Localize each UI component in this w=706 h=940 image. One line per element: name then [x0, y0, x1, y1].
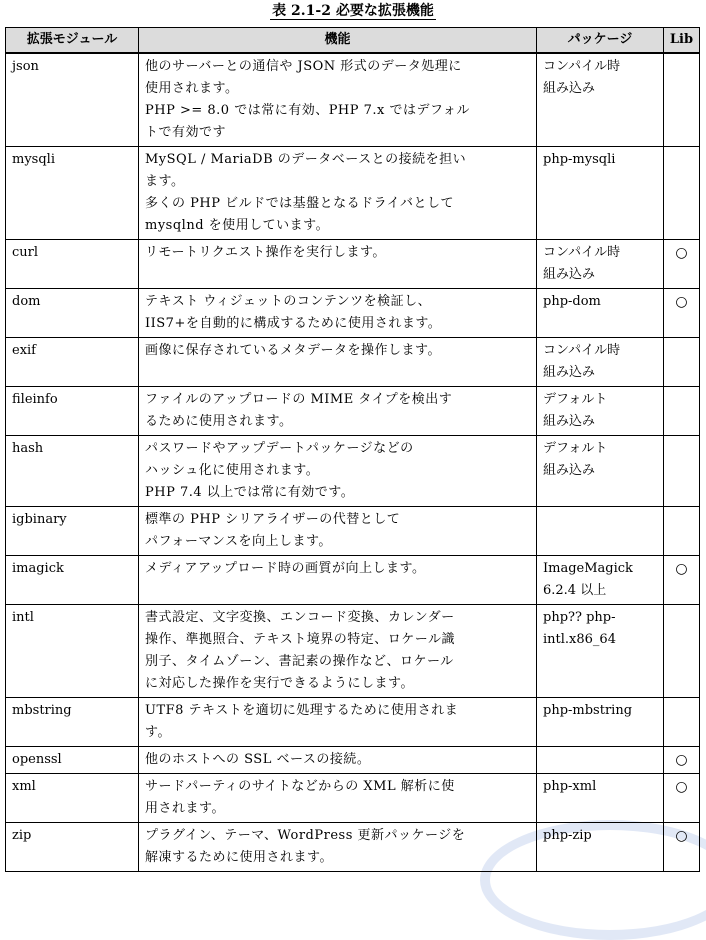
function-line: るために使用されます。 — [145, 414, 293, 429]
package-line: php-zip — [543, 828, 592, 843]
function-line: 書式設定、文字変換、エンコード変換、カレンダー — [145, 610, 455, 625]
lib-mark-cell: ○ — [664, 774, 700, 823]
lib-mark-cell: ○ — [664, 823, 700, 872]
function-cell — [139, 823, 537, 872]
package-cell — [537, 605, 664, 698]
table-row — [6, 53, 700, 147]
function-line: メディアアップロード時の画質が向上します。 — [145, 561, 426, 576]
lib-mark-cell: ○ — [664, 747, 700, 774]
lib-mark-cell — [664, 436, 700, 507]
function-cell — [139, 507, 537, 556]
function-line: 操作、準拠照合、テキスト境界の特定、ロケール識 — [145, 632, 455, 647]
caption-text: 表 2.1-2 必要な拡張機能 — [272, 3, 434, 19]
table-row — [6, 338, 700, 387]
table-row — [6, 147, 700, 240]
function-cell — [139, 289, 537, 338]
function-line: MySQL / MariaDB のデータベースとの接続を担い — [145, 152, 467, 167]
package-line: 組み込み — [543, 81, 596, 96]
package-cell — [537, 240, 664, 289]
package-line: デフォルト — [543, 392, 608, 407]
lib-mark-cell — [664, 507, 700, 556]
table-row — [6, 436, 700, 507]
function-line: サードパーティのサイトなどからの XML 解析に使 — [145, 779, 455, 794]
package-line: ImageMagick — [543, 561, 633, 576]
package-line: 組み込み — [543, 414, 596, 429]
function-line: 用されます。 — [145, 801, 225, 816]
extensions-table — [5, 27, 700, 872]
function-cell — [139, 436, 537, 507]
package-line: php-dom — [543, 294, 601, 309]
function-line: IIS7+を自動的に構成するために使用されます。 — [145, 316, 442, 331]
function-line: す。 — [145, 725, 171, 740]
package-line: デフォルト — [543, 441, 608, 456]
module-name-cell: json — [6, 53, 139, 147]
function-line: 他のホストへの SSL ベースの接続。 — [145, 752, 371, 767]
package-line: 組み込み — [543, 267, 596, 282]
function-cell — [139, 556, 537, 605]
table-row — [6, 605, 700, 698]
module-name-cell: dom — [6, 289, 139, 338]
module-name-cell: xml — [6, 774, 139, 823]
table-body — [6, 53, 700, 872]
lib-mark-cell — [664, 338, 700, 387]
lib-mark-cell — [664, 698, 700, 747]
function-line: リモートリクエスト操作を実行します。 — [145, 245, 386, 260]
function-cell — [139, 747, 537, 774]
function-cell — [139, 53, 537, 147]
package-cell — [537, 338, 664, 387]
function-line: 使用されます。 — [145, 81, 239, 96]
function-line: プラグイン、テーマ、WordPress 更新パッケージを — [145, 828, 466, 843]
package-line: 6.2.4 以上 — [543, 583, 607, 598]
function-cell — [139, 774, 537, 823]
lib-mark-cell — [664, 387, 700, 436]
package-cell — [537, 387, 664, 436]
module-name-cell: openssl — [6, 747, 139, 774]
package-line: intl.x86_64 — [543, 632, 616, 647]
package-cell — [537, 53, 664, 147]
function-line: トで有効です — [145, 125, 227, 140]
header-function: 機能 — [139, 28, 537, 54]
function-line: ファイルのアップロードの MIME タイプを検出す — [145, 392, 453, 407]
package-cell — [537, 698, 664, 747]
table-header — [6, 28, 700, 54]
module-name-cell: exif — [6, 338, 139, 387]
function-line: PHP 7.4 以上では常に有効です。 — [145, 485, 355, 500]
module-name-cell: imagick — [6, 556, 139, 605]
package-cell — [537, 556, 664, 605]
table-row — [6, 387, 700, 436]
package-line: php-mbstring — [543, 703, 633, 718]
function-line: ハッシュ化に使用されます。 — [145, 463, 320, 478]
header-module: 拡張モジュール — [6, 28, 139, 54]
package-line: 組み込み — [543, 365, 596, 380]
function-line: 多くの PHP ビルドでは基盤となるドライバとして — [145, 196, 454, 211]
function-cell — [139, 240, 537, 289]
function-line: 別子、タイムゾーン、書記素の操作など、ロケール — [145, 654, 454, 669]
function-line: 画像に保存されているメタデータを操作します。 — [145, 343, 441, 358]
function-line: パフォーマンスを向上します。 — [145, 534, 332, 549]
module-name-cell: igbinary — [6, 507, 139, 556]
header-package: パッケージ — [537, 28, 664, 54]
function-cell — [139, 338, 537, 387]
lib-mark-cell — [664, 147, 700, 240]
module-name-cell: fileinfo — [6, 387, 139, 436]
function-cell — [139, 387, 537, 436]
package-cell — [537, 774, 664, 823]
function-line: テキスト ウィジェットのコンテンツを検証し、 — [145, 294, 432, 309]
package-cell — [537, 436, 664, 507]
table-caption — [0, 0, 706, 22]
function-line: 標準の PHP シリアライザーの代替として — [145, 512, 401, 527]
package-cell — [537, 507, 664, 556]
package-line: php?? php- — [543, 610, 616, 625]
module-name-cell: mbstring — [6, 698, 139, 747]
lib-mark-cell — [664, 605, 700, 698]
package-line: コンパイル時 — [543, 343, 621, 358]
table-row — [6, 698, 700, 747]
header-row — [6, 28, 700, 54]
package-line: コンパイル時 — [543, 245, 621, 260]
package-line: php-mysqli — [543, 152, 616, 167]
function-line: mysqlnd を使用しています。 — [145, 218, 330, 233]
table-row — [6, 747, 700, 774]
lib-mark-cell: ○ — [664, 240, 700, 289]
lib-mark-cell — [664, 53, 700, 147]
table-row — [6, 289, 700, 338]
package-line: コンパイル時 — [543, 59, 621, 74]
function-cell — [139, 147, 537, 240]
package-line: php-xml — [543, 779, 597, 794]
lib-mark-cell: ○ — [664, 289, 700, 338]
function-line: 他のサーバーとの通信や JSON 形式のデータ処理に — [145, 59, 462, 74]
function-line: PHP >= 8.0 では常に有効、PHP 7.x ではデフォル — [145, 103, 470, 118]
package-cell — [537, 147, 664, 240]
module-name-cell: curl — [6, 240, 139, 289]
package-cell — [537, 747, 664, 774]
function-line: UTF8 テキストを適切に処理するために使用されま — [145, 703, 459, 718]
package-cell — [537, 823, 664, 872]
function-line: に対応した操作を実行できるようにします。 — [145, 676, 414, 691]
function-cell — [139, 605, 537, 698]
module-name-cell: zip — [6, 823, 139, 872]
package-line: 組み込み — [543, 463, 596, 478]
module-name-cell: mysqli — [6, 147, 139, 240]
table-row — [6, 240, 700, 289]
lib-mark-cell: ○ — [664, 556, 700, 605]
table-row — [6, 556, 700, 605]
function-line: ます。 — [145, 174, 185, 189]
table-row — [6, 507, 700, 556]
package-cell — [537, 289, 664, 338]
header-lib: Lib — [664, 28, 700, 54]
module-name-cell: intl — [6, 605, 139, 698]
function-cell — [139, 698, 537, 747]
table-row — [6, 774, 700, 823]
function-line: 解凍するために使用されます。 — [145, 850, 333, 865]
module-name-cell: hash — [6, 436, 139, 507]
table-row — [6, 823, 700, 872]
function-line: パスワードやアップデートパッケージなどの — [145, 441, 414, 456]
